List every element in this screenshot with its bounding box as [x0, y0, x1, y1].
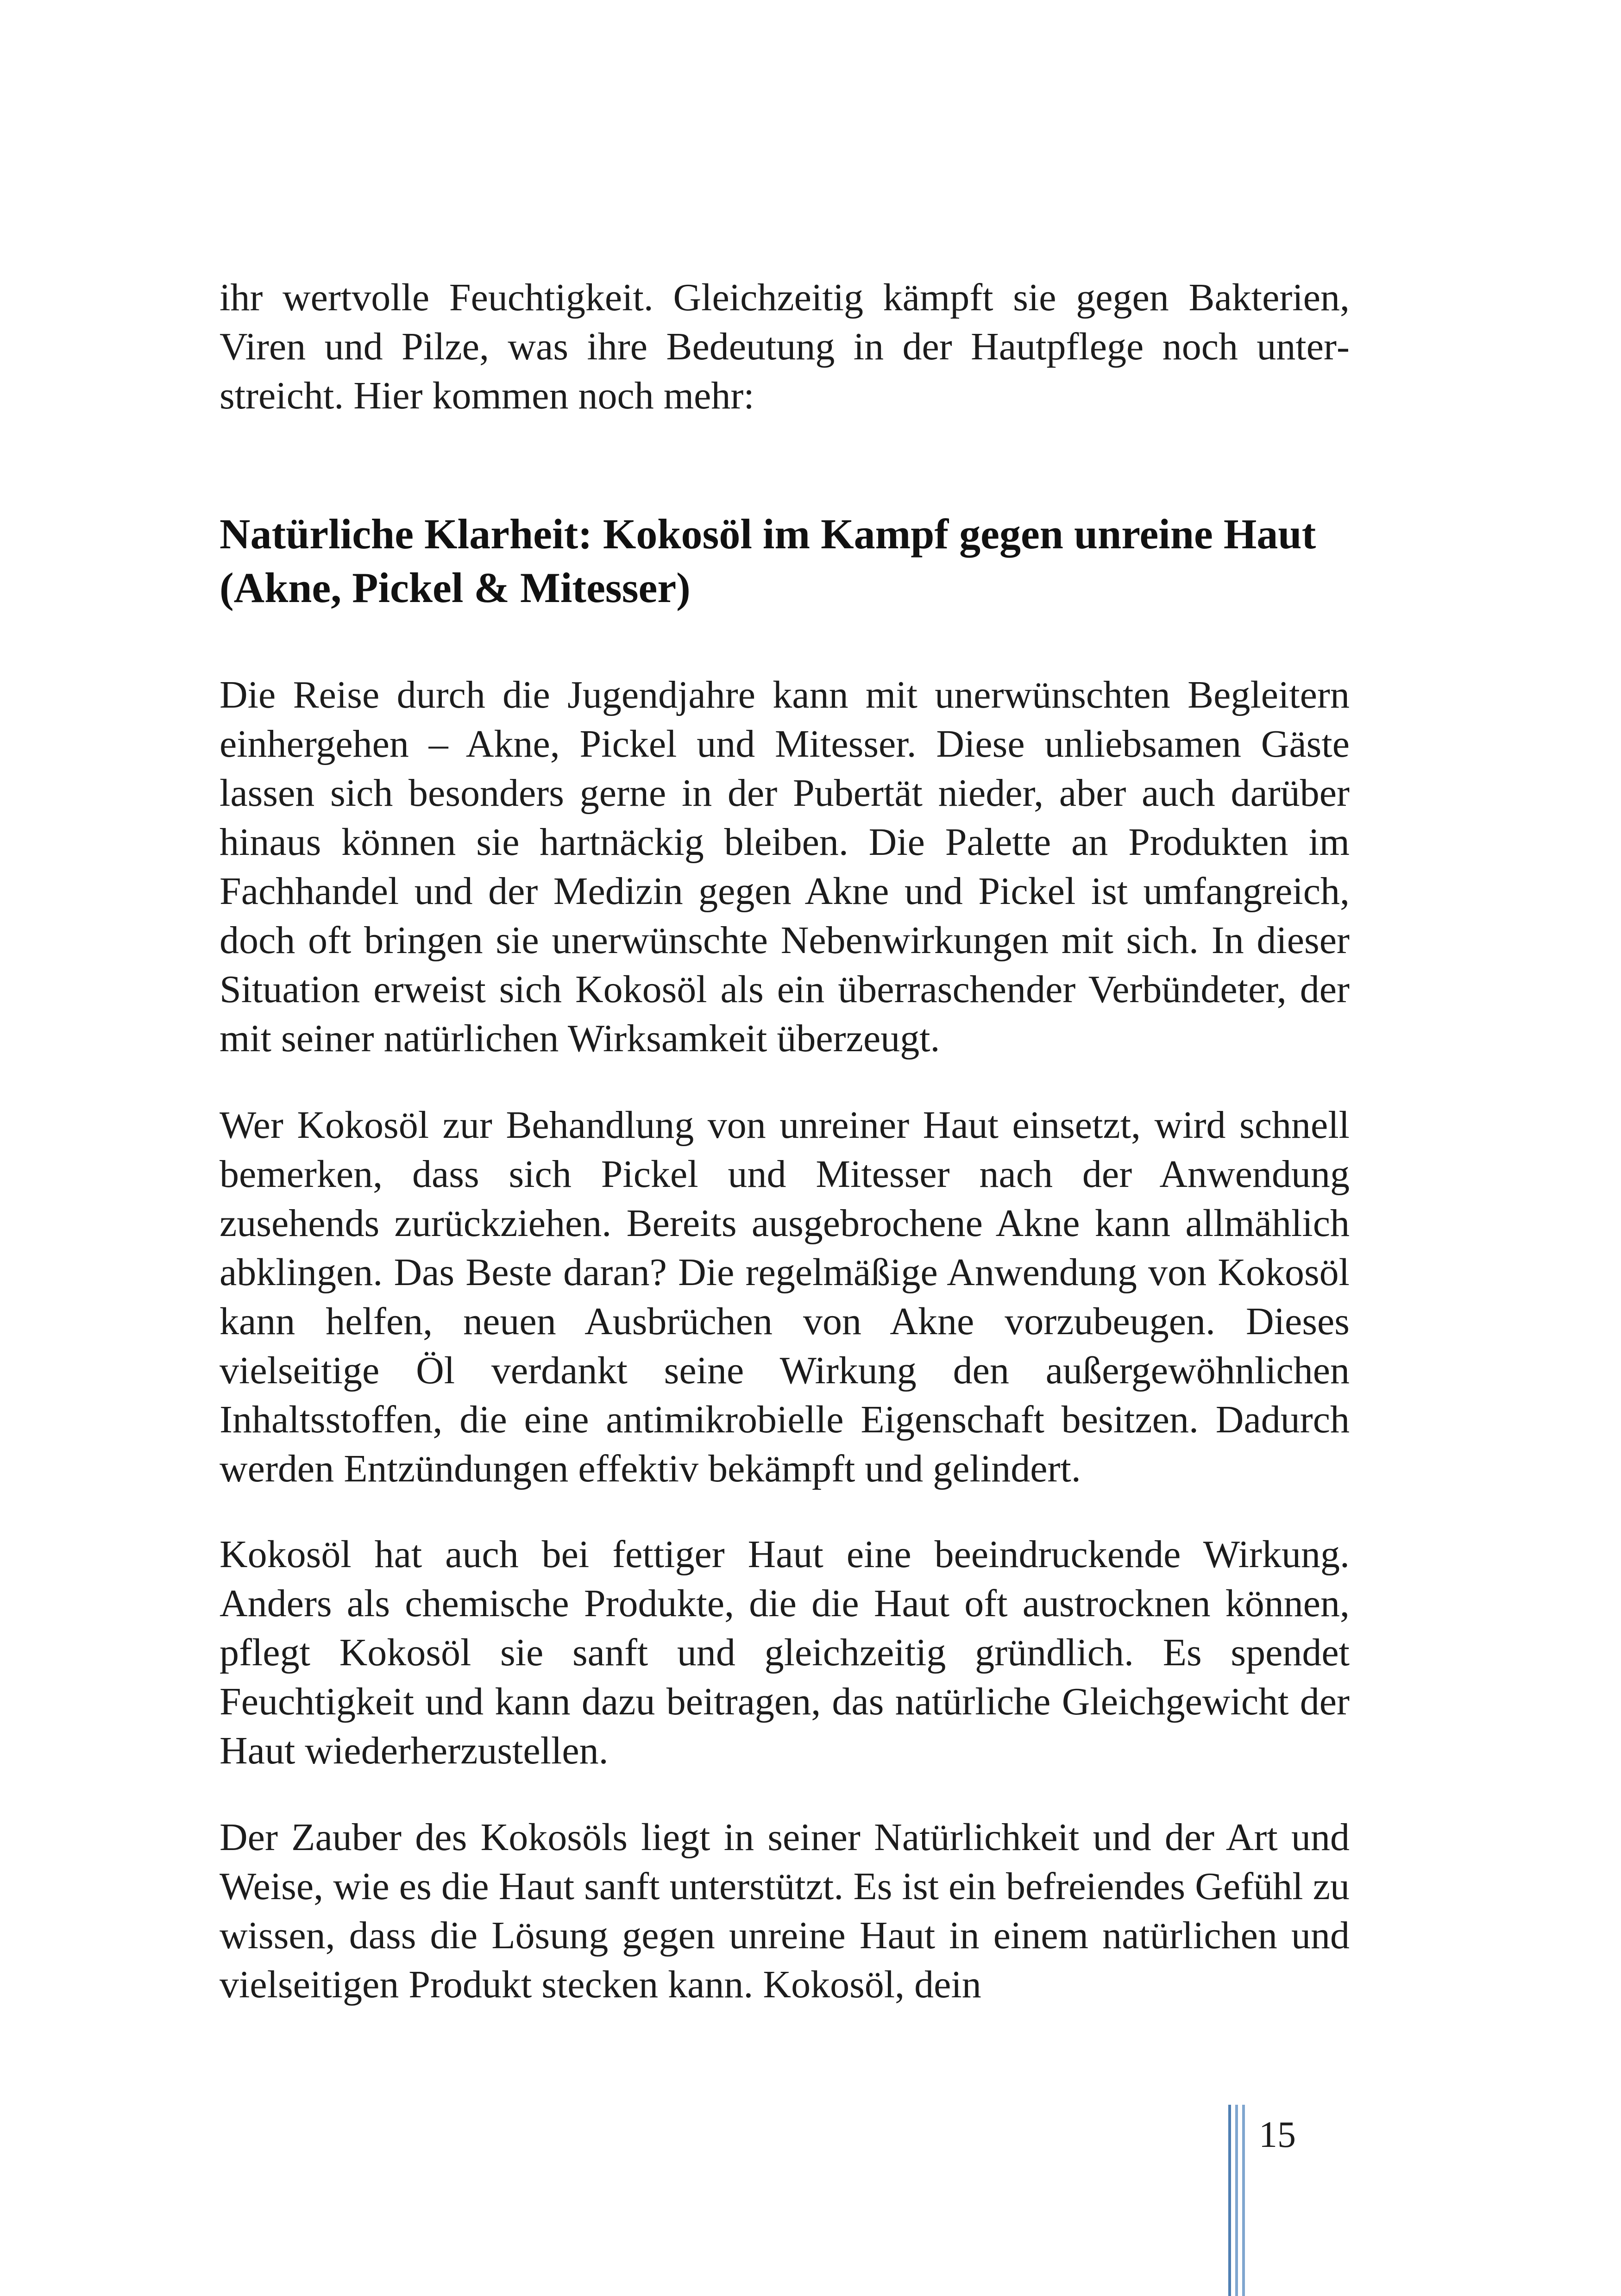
body-paragraph-4: Der Zauber des Kokosöls liegt in seiner Natürlichkeit und der Art und Weise, wie es die Haut sanft unterstützt. Es ist ein befreiendes Gefühl zu wissen, dass die Lösung gegen unreine Haut in einem natürlichen und vielseitigen Produkt stecken kann. Kokosöl, dein [220, 1816, 1350, 2006]
intro-paragraph: ihr wertvolle Feuchtigkeit. Gleichzeitig kämpft sie gegen Bakterien, Viren und Pilze, was ihre Bedeutung in der Hautpflege noch unterstreicht. Hier kommen noch mehr: [220, 276, 1350, 417]
section-heading: Natürliche Klarheit: Kokosöl im Kampf gegen unreine Haut (Akne, Pickel & Mitesser) [220, 510, 1316, 611]
body-paragraph-2: Wer Kokosöl zur Behandlung von unreiner Haut einsetzt, wird schnell bemerken, dass sich Pickel und Mitesser nach der Anwendung zusehends zurückziehen. Bereits ausgebrochene Akne kann allmählich abklingen. Das Beste daran? Die regelmäßige Anwendung von Kokosöl kann helfen, neuen Ausbrüchen von Akne vorzubeugen. Dieses vielseitige Öl verdankt seine Wirkung den außergewöhnlichen Inhaltsstoffen, die eine antimikrobielle Eigenschaft besitzen. Dadurch werden Entzündungen effektiv bekämpft und gelindert. [220, 1104, 1350, 1490]
page-number: 15 [1259, 2114, 1296, 2155]
body-paragraph-1: Die Reise durch die Jugendjahre kann mit unerwünschten Begleitern einhergehen – Akne, Pickel und Mitesser. Diese unliebsamen Gäste lassen sich besonders gerne in der Pubertät nieder, aber auch darüber hinaus können sie hartnäckig bleiben. Die Palette an Produkten im Fachhandel und der Medizin gegen Akne und Pickel ist umfangreich, doch oft bringen sie unerwünschte Nebenwirkungen mit sich. In dieser Situation erweist sich Kokosöl als ein überraschender Verbündeter, der mit seiner natürlichen Wirksamkeit überzeugt. [220, 673, 1350, 1060]
footer-decorative-rule [1228, 2105, 1247, 2296]
rule-line-1 [1228, 2105, 1231, 2296]
rule-line-3 [1242, 2105, 1245, 2296]
body-paragraph-3: Kokosöl hat auch bei fettiger Haut eine beeindruckende Wirkung. Anders als chemische Produkte, die die Haut oft austrocknen können, pflegt Kokosöl sie sanft und gleichzeitig gründlich. Es spendet Feuchtigkeit und kann dazu beitragen, das natürliche Gleichgewicht der Haut wiederherzustellen. [220, 1533, 1350, 1772]
rule-line-2 [1235, 2105, 1238, 2296]
